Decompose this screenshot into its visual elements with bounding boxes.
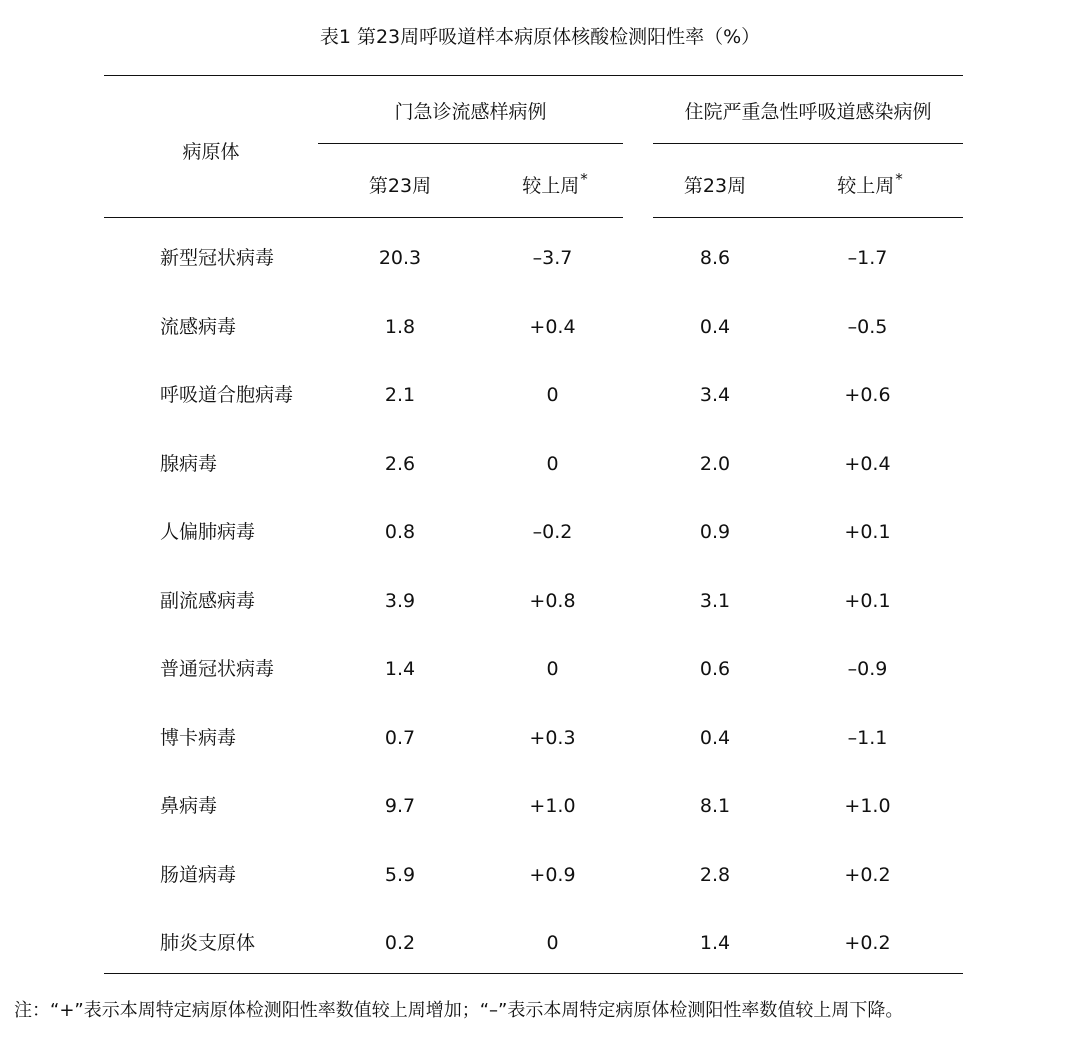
sari-change-value: +1.0 [844, 795, 891, 817]
sari-change-value: –0.5 [847, 316, 888, 338]
ili-week-value: 1.4 [384, 658, 416, 680]
sari-week-value: 8.1 [699, 795, 731, 817]
sari-week-value: 2.0 [699, 453, 731, 475]
header-pathogen: 病原体 [182, 141, 240, 163]
table-bottom-rule [104, 973, 963, 974]
header-ili-change [490, 166, 620, 206]
ili-week-value: 2.6 [384, 453, 416, 475]
sari-week-value: 2.8 [699, 864, 731, 886]
sari-change-value: +0.2 [844, 864, 891, 886]
ili-week-value: 0.7 [384, 727, 416, 749]
ili-change-value: 0 [546, 658, 559, 680]
header-ili-change-star: * [580, 170, 588, 188]
sari-week-value: 8.6 [699, 247, 731, 269]
sari-week-value: 3.4 [699, 384, 731, 406]
ili-week-value: 20.3 [378, 247, 422, 269]
sari-change-value: –1.1 [847, 727, 888, 749]
sari-change-value: +0.1 [844, 521, 891, 543]
header-sari-change-star: * [895, 170, 903, 188]
pathogen-name: 博卡病毒 [160, 727, 237, 749]
ili-week-value: 2.1 [384, 384, 416, 406]
ili-change-value: +0.9 [529, 864, 576, 886]
sari-week-value: 0.4 [699, 727, 731, 749]
ili-week-value: 3.9 [384, 590, 416, 612]
ili-change-value: –0.2 [532, 521, 573, 543]
sari-week-value: 3.1 [699, 590, 731, 612]
header-ili-change-label: 较上周 [522, 175, 580, 197]
header-sari-change-label: 较上周 [837, 175, 895, 197]
header-sari-change [805, 166, 935, 206]
sari-week-value: 0.6 [699, 658, 731, 680]
group1-underline [318, 143, 623, 144]
ili-change-value: 0 [546, 453, 559, 475]
header-sari-week: 第23周 [683, 175, 747, 197]
ili-week-value: 5.9 [384, 864, 416, 886]
pathogen-name: 新型冠状病毒 [160, 247, 275, 269]
sari-week-value: 1.4 [699, 932, 731, 954]
ili-change-value: +0.3 [529, 727, 576, 749]
sari-change-value: +0.6 [844, 384, 891, 406]
header-bottom-rule-left [104, 217, 623, 218]
header-bottom-rule-right [653, 217, 963, 218]
sari-change-value: +0.4 [844, 453, 891, 475]
sari-change-value: +0.1 [844, 590, 891, 612]
pathogen-name: 副流感病毒 [160, 590, 256, 612]
ili-change-value: 0 [546, 932, 559, 954]
pathogen-name: 呼吸道合胞病毒 [160, 384, 294, 406]
table-top-rule [104, 75, 963, 76]
ili-change-value: +1.0 [529, 795, 576, 817]
table-title: 表1 第23周呼吸道样本病原体核酸检测阳性率（%） [319, 26, 761, 48]
sari-week-value: 0.9 [699, 521, 731, 543]
header-group-outpatient-ili: 门急诊流感样病例 [394, 101, 547, 123]
table-footnote: 注：“+”表示本周特定病原体检测阳性率数值较上周增加；“–”表示本周特定病原体检测阳性率数值较上周下降。 [14, 1000, 904, 1021]
ili-change-value: +0.4 [529, 316, 576, 338]
sari-change-value: +0.2 [844, 932, 891, 954]
group2-underline [653, 143, 963, 144]
ili-change-value: –3.7 [532, 247, 573, 269]
pathogen-name: 人偏肺病毒 [160, 521, 256, 543]
ili-change-value: 0 [546, 384, 559, 406]
header-group-inpatient-sari: 住院严重急性呼吸道感染病例 [684, 101, 932, 123]
sari-change-value: –1.7 [847, 247, 888, 269]
pathogen-name: 鼻病毒 [160, 795, 218, 817]
header-ili-week: 第23周 [368, 175, 432, 197]
pathogen-name: 流感病毒 [160, 316, 237, 338]
pathogen-name: 肠道病毒 [160, 864, 237, 886]
ili-change-value: +0.8 [529, 590, 576, 612]
sari-week-value: 0.4 [699, 316, 731, 338]
ili-week-value: 0.2 [384, 932, 416, 954]
ili-week-value: 0.8 [384, 521, 416, 543]
pathogen-name: 肺炎支原体 [160, 932, 256, 954]
pathogen-name: 腺病毒 [160, 453, 218, 475]
sari-change-value: –0.9 [847, 658, 888, 680]
ili-week-value: 9.7 [384, 795, 416, 817]
ili-week-value: 1.8 [384, 316, 416, 338]
pathogen-name: 普通冠状病毒 [160, 658, 275, 680]
